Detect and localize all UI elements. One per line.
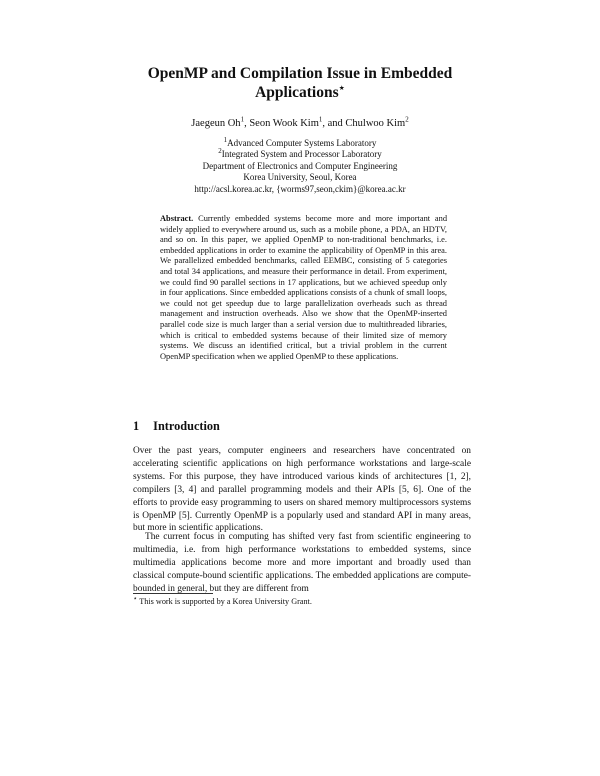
affiliation-mark: 2 [218,147,222,156]
footnote-marker: ⋆ [133,594,138,603]
footnote-text: This work is supported by a Korea University Grant. [139,597,312,606]
paper-title-text: OpenMP and Compilation Issue in Embedded Applications [147,65,453,101]
body-paragraph: The current focus in computing has shifted very fast from scientific engineering to multimedia, i.e. from high performance workstations to embedded systems, since multimedia applications become more and more important and broadly used than classical compute-bound scientific applications. The embedded applications are compute-bounded in general, but they are different from [133,532,471,594]
contact-line: http://acsl.korea.ac.kr, {worms97,seon,ckim}@korea.ac.kr [194,183,406,194]
affiliation-mark: 1 [223,136,228,144]
abstract-label: Abstract. [160,214,194,223]
abstract-text: Currently embedded systems become more and more important and widely applied to everywhere around us, such as a mobile phone, a PDA, an HDTV, and so on. In this paper, we applied OpenMP to non-traditional benchmarks, i.e. embedded applications in order to examine the applicability of OpenMP in this area. We parallelized embedded benchmarks, called EEMBC, consisting of 5 categories and total 34 applications, and measure their performance in detail. From experiment, we could find 90 parallel sections in 17 applications, but we achieved speedup only in four applications. Since embedded applications consists of a chunk of small loops, we could not get speedup due to large parallelization overheads such as thread management and instruction overheads. Also we show that the OpenMP-inserted parallel code size is much larger than a serial version due to multithreaded libraries, which is critical to embedded systems because of their limited size of memory systems. We discuss an identified critical, but a trivial problem in the current OpenMP specification when we applied OpenMP to these applications. [160,214,448,361]
author-affiliation-mark: 1 [240,115,245,124]
author-name: Chulwoo Kim [345,118,406,129]
affiliation-text: Advanced Computer Systems Laboratory [227,138,377,148]
author-separator: , [244,118,250,129]
section-number: 1 [133,419,140,433]
author-name: Seon Wook Kim [249,118,319,129]
affiliation-text: Integrated System and Processor Laboratory [221,149,382,160]
title-footnote-marker: ⋆ [338,82,345,94]
section-heading [133,419,220,434]
affiliation-line [100,149,500,160]
footnote-rule [133,593,213,594]
author-affiliation-mark: 2 [405,115,409,124]
abstract [160,214,447,362]
footnote [133,594,473,607]
department-line: Department of Electronics and Computer Engineering [202,160,398,171]
author-separator: , and [322,118,346,129]
body-paragraph: Over the past years, computer engineers and researchers have concentrated on accelerating scientific applications on high performance workstations and large-scale systems. For this purpose, they have introduced various kinds of architectures [1, 2], compilers [3, 4] and parallel programming models and their APIs [5, 6]. One of the efforts to provide easy programming to users on shared memory multiprocessors systems is OpenMP [5]. Currently OpenMP is a popularly used and standard API in many areas, but more in scientific applications. [133,446,471,534]
section-title: Introduction [153,419,220,433]
paper-title [120,64,480,102]
author-list [100,117,500,131]
affiliation-block [100,138,500,195]
author-name: Jaegeun Oh [191,118,241,129]
author-affiliation-mark: 1 [318,115,323,124]
location-line: Korea University, Seoul, Korea [243,172,357,183]
affiliation-line [100,138,500,149]
